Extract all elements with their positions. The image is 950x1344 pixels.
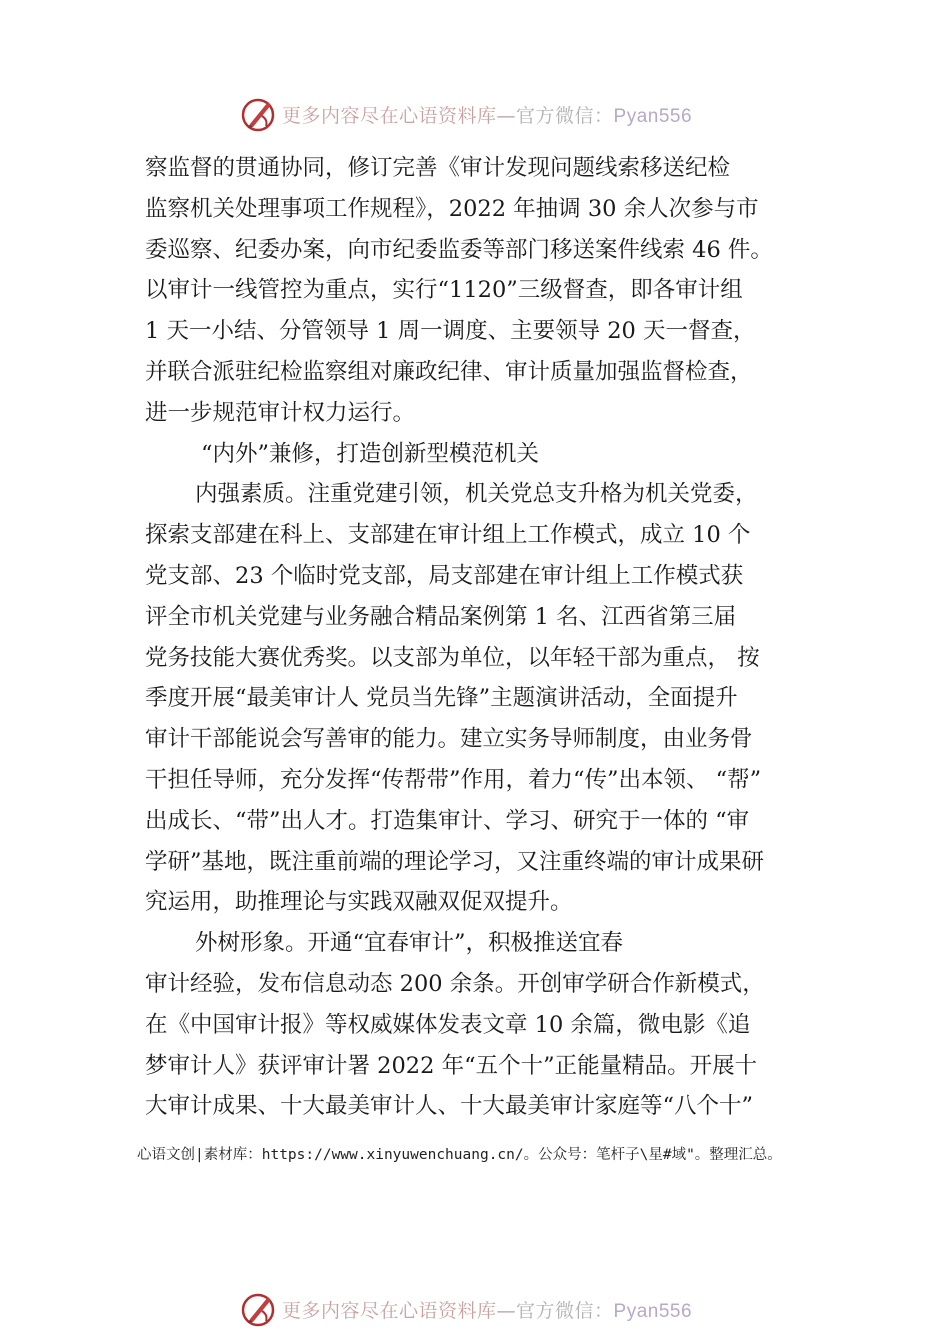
header-banner	[238, 94, 758, 134]
banner-main: 更多内容尽在心语资料库	[282, 104, 497, 127]
banner-separator: —	[496, 104, 517, 127]
body-line: 审计干部能说会写善审的能力。建立实务导师制度，由业务骨	[145, 726, 753, 753]
body-line: 季度开展“最美审计人 党员当先锋”主题演讲活动，全面提升	[145, 685, 738, 712]
body-line: 梦审计人》获评审计署 2022 年“五个十”正能量精品。开展十	[145, 1052, 758, 1079]
body-line: 究运用，助推理论与实践双融双促双提升。	[145, 889, 573, 916]
pen-logo-icon	[238, 94, 278, 134]
body-line: 探索支部建在科上、支部建在审计组上工作模式，成立 10 个	[145, 522, 751, 549]
body-line: 学研”基地，既注重前端的理论学习，又注重终端的审计成果研	[145, 848, 765, 875]
banner-wechat: 官方微信：	[516, 1299, 614, 1322]
banner-separator: —	[496, 1299, 517, 1322]
banner-text	[282, 1296, 692, 1323]
body-line: 并联合派驻纪检监察组对廉政纪律、审计质量加强监督检查，	[145, 358, 753, 385]
paragraph-start: 外树形象。开通“宜春审计”，积极推送宜春	[195, 930, 624, 957]
body-line: 监察机关处理事项工作规程》，2022 年抽调 30 余人次参与市	[145, 195, 759, 222]
body-line: 审计经验，发布信息动态 200 余条。开创审学研合作新模式，	[145, 970, 765, 997]
body-line: 委巡察、纪委办案，向市纪委监委等部门移送案件线索 46 件。	[145, 236, 773, 263]
body-line: 干担任导师，充分发挥“传帮带”作用，着力“传”出本领、 “帮”	[145, 766, 762, 793]
paragraph-start: 内强素质。注重党建引领，机关党总支升格为机关党委，	[195, 481, 758, 508]
body-line: 大审计成果、十大最美审计人、十大最美审计家庭等“八个十”	[145, 1093, 754, 1120]
body-line: 评全市机关党建与业务融合精品案例第 1 名、江西省第三届	[145, 603, 737, 630]
banner-id: Pyan556	[613, 105, 693, 127]
source-note: 心语文创|素材库：https://www.xinyuwenchuang.cn/。公众号：笔杆子\星#域"。整理汇总。	[137, 1147, 782, 1163]
body-line: 在《中国审计报》等权威媒体发表文章 10 余篇，微电影《追	[145, 1011, 751, 1038]
body-line: 党支部、23 个临时党支部，局支部建在审计组上工作模式获	[145, 562, 744, 589]
body-line: 察监督的贯通协同，修订完善《审计发现问题线索移送纪检	[145, 155, 731, 181]
body-line: 进一步规范审计权力运行。	[145, 399, 416, 426]
body-line: 党务技能大赛优秀奖。以支部为单位，以年轻干部为重点， 按	[145, 644, 760, 671]
banner-main: 更多内容尽在心语资料库	[282, 1299, 497, 1322]
section-heading: “内外”兼修，打造创新型模范机关	[201, 440, 540, 467]
banner-id: Pyan556	[613, 1300, 693, 1322]
footer-banner	[238, 1289, 758, 1329]
banner-wechat: 官方微信：	[516, 104, 614, 127]
body-text	[145, 148, 825, 1127]
body-line: 以审计一线管控为重点，实行“1120”三级督查，即各审计组	[145, 277, 743, 304]
body-line: 出成长、“带”出人才。打造集审计、学习、研究于一体的 “审	[145, 807, 750, 834]
body-line: 1 天一小结、分管领导 1 周一调度、主要领导 20 天一督查，	[145, 318, 756, 345]
banner-text	[282, 101, 692, 128]
pen-logo-icon	[238, 1289, 278, 1329]
